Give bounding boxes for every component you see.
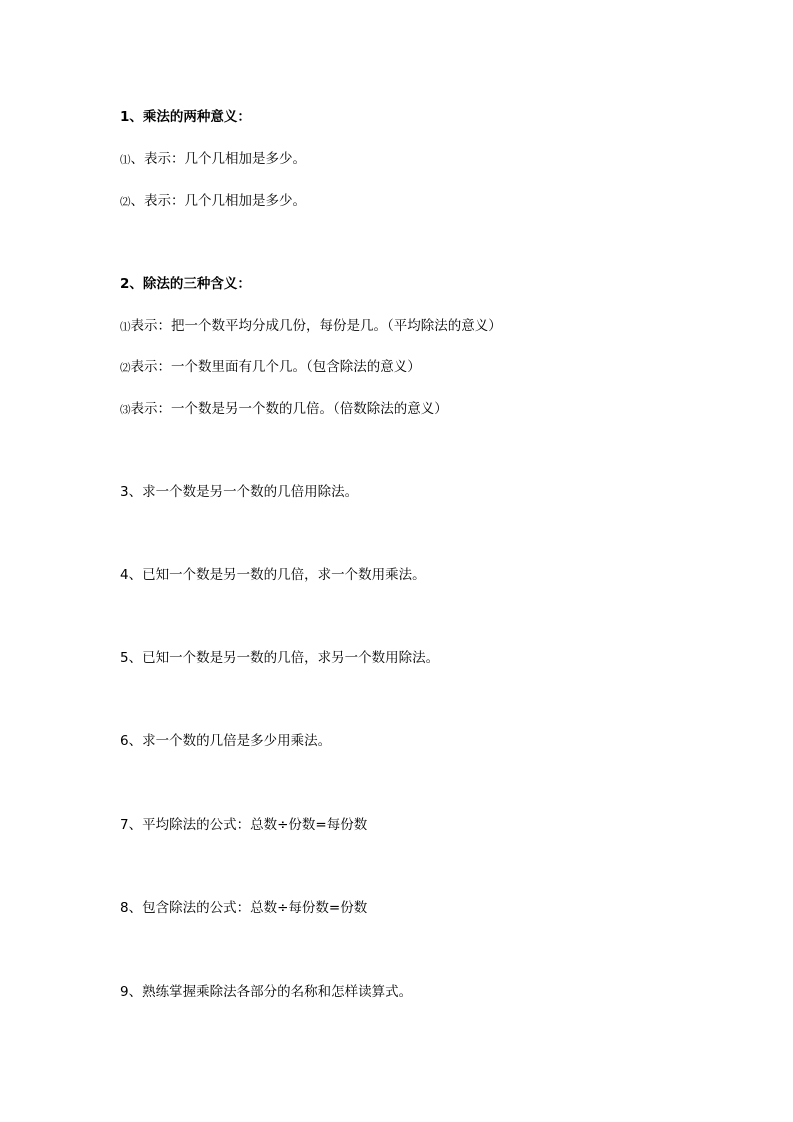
section2-item-3 bbox=[120, 400, 448, 419]
point-9: 9、熟练掌握乘除法各部分的名称和怎样读算式。 bbox=[120, 984, 413, 1000]
item-text: 表示：一个数里面有几个几。（包含除法的意义） bbox=[130, 359, 421, 375]
section2-item-1 bbox=[120, 317, 502, 336]
item-number: ⑵ bbox=[120, 362, 131, 374]
section2-heading: 2、除法的三种含义： bbox=[120, 276, 251, 292]
section1-item-1 bbox=[120, 150, 306, 169]
section1-heading: 1、乘法的两种意义： bbox=[120, 109, 251, 125]
section2-item-2 bbox=[120, 358, 421, 377]
item-text: 表示：把一个数平均分成几份，每份是几。（平均除法的意义） bbox=[130, 318, 502, 334]
item-number: ⑵ bbox=[120, 196, 131, 208]
point-7: 7、平均除法的公式：总数÷份数=每份数 bbox=[120, 817, 368, 833]
item-number: ⑴ bbox=[120, 321, 131, 333]
section1-item-2 bbox=[120, 192, 306, 211]
item-text: 、表示：几个几相加是多少。 bbox=[130, 151, 306, 167]
point-8: 8、包含除法的公式：总数÷每份数=份数 bbox=[120, 900, 368, 916]
item-number: ⑶ bbox=[120, 404, 131, 416]
point-4: 4、已知一个数是另一数的几倍，求一个数用乘法。 bbox=[120, 567, 426, 583]
item-text: 表示：一个数是另一个数的几倍。（倍数除法的意义） bbox=[130, 401, 448, 417]
point-3: 3、求一个数是另一个数的几倍用除法。 bbox=[120, 484, 359, 500]
item-text: 、表示：几个几相加是多少。 bbox=[130, 193, 306, 209]
item-number: ⑴ bbox=[120, 154, 131, 166]
point-6: 6、求一个数的几倍是多少用乘法。 bbox=[120, 733, 332, 749]
point-5: 5、已知一个数是另一数的几倍，求另一个数用除法。 bbox=[120, 650, 440, 666]
